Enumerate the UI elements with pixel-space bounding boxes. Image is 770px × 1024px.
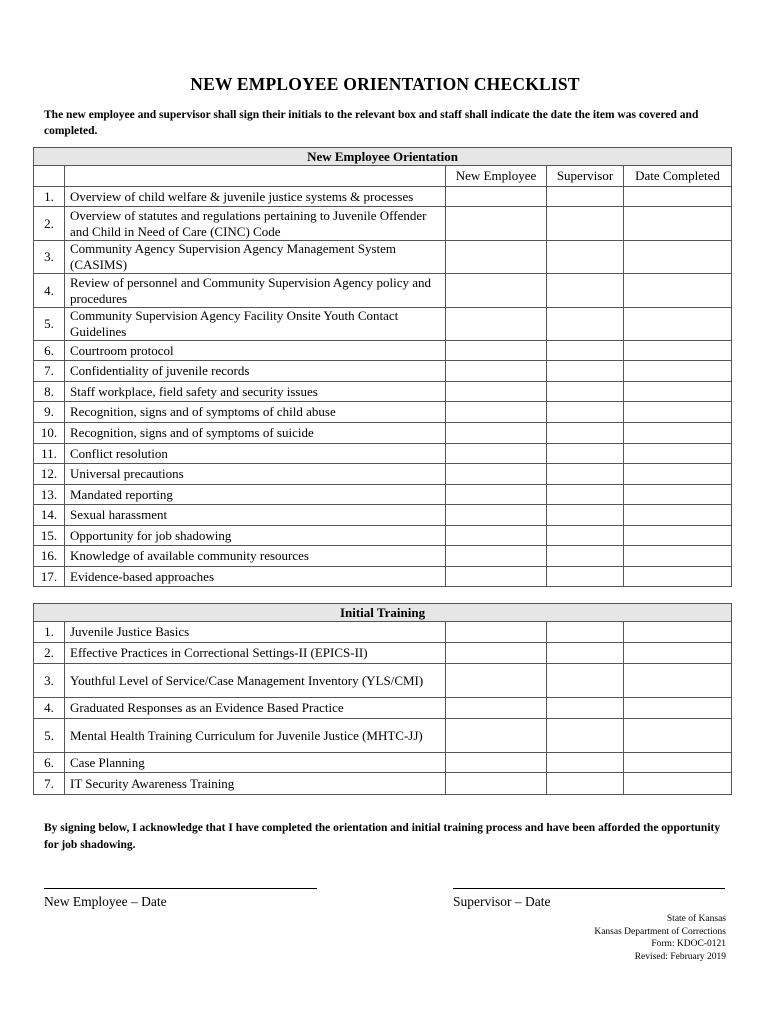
item-number: 13. xyxy=(34,485,65,505)
orientation-row xyxy=(34,382,732,402)
employee-signature-line[interactable] xyxy=(44,888,317,889)
date-completed-box[interactable] xyxy=(624,567,732,587)
item-text: Courtroom protocol xyxy=(65,341,446,361)
training-row xyxy=(34,753,732,773)
date-completed-box[interactable] xyxy=(624,773,732,795)
supervisor-initials-box[interactable] xyxy=(547,382,624,402)
employee-signature-label: New Employee – Date xyxy=(44,894,167,909)
item-text: Case Planning xyxy=(65,753,446,773)
date-completed-box[interactable] xyxy=(624,207,732,241)
new-employee-initials-box[interactable] xyxy=(446,308,547,341)
supervisor-initials-box[interactable] xyxy=(547,187,624,207)
item-number: 1. xyxy=(34,187,65,207)
item-number: 3. xyxy=(34,241,65,274)
item-text: Knowledge of available community resources xyxy=(65,546,446,567)
item-number: 6. xyxy=(34,341,65,361)
item-text: Staff workplace, field safety and security issues xyxy=(65,382,446,402)
date-completed-box[interactable] xyxy=(624,485,732,505)
orientation-row xyxy=(34,546,732,567)
new-employee-initials-box[interactable] xyxy=(446,698,547,719)
training-row xyxy=(34,643,732,664)
item-text: Review of personnel and Community Supervision Agency policy and procedures xyxy=(65,274,446,308)
item-number: 11. xyxy=(34,444,65,464)
item-text: Juvenile Justice Basics xyxy=(65,622,446,643)
orientation-row xyxy=(34,526,732,546)
item-number: 14. xyxy=(34,505,65,526)
item-number: 6. xyxy=(34,753,65,773)
supervisor-initials-box[interactable] xyxy=(547,719,624,753)
item-text: Recognition, signs and of symptoms of child abuse xyxy=(65,402,446,423)
item-number: 16. xyxy=(34,546,65,567)
new-employee-initials-box[interactable] xyxy=(446,526,547,546)
date-completed-box[interactable] xyxy=(624,382,732,402)
supervisor-initials-box[interactable] xyxy=(547,546,624,567)
orientation-row xyxy=(34,187,732,207)
item-text: Conflict resolution xyxy=(65,444,446,464)
item-text: Mandated reporting xyxy=(65,485,446,505)
item-text: Evidence-based approaches xyxy=(65,567,446,587)
date-completed-box[interactable] xyxy=(624,308,732,341)
item-number: 12. xyxy=(34,464,65,485)
supervisor-initials-box[interactable] xyxy=(547,423,624,444)
form-footer xyxy=(594,913,726,963)
supervisor-initials-box[interactable] xyxy=(547,402,624,423)
footer-form-number: Form: KDOC-0121 xyxy=(651,939,726,949)
item-text: IT Security Awareness Training xyxy=(65,773,446,795)
supervisor-initials-box[interactable] xyxy=(547,753,624,773)
item-text: Graduated Responses as an Evidence Based Practice xyxy=(65,698,446,719)
orientation-row xyxy=(34,423,732,444)
new-employee-initials-box[interactable] xyxy=(446,464,547,485)
new-employee-initials-box[interactable] xyxy=(446,241,547,274)
date-completed-box[interactable] xyxy=(624,341,732,361)
supervisor-initials-box[interactable] xyxy=(547,567,624,587)
new-employee-initials-box[interactable] xyxy=(446,341,547,361)
item-text: Recognition, signs and of symptoms of suicide xyxy=(65,423,446,444)
item-number: 2. xyxy=(34,643,65,664)
new-employee-initials-box[interactable] xyxy=(446,361,547,382)
item-number: 17. xyxy=(34,567,65,587)
item-text: Effective Practices in Correctional Settings-II (EPICS-II) xyxy=(65,643,446,664)
item-text: Overview of child welfare & juvenile justice systems & processes xyxy=(65,187,446,207)
orientation-table xyxy=(33,147,732,587)
supervisor-initials-box[interactable] xyxy=(547,341,624,361)
supervisor-initials-box[interactable] xyxy=(547,773,624,795)
supervisor-initials-box[interactable] xyxy=(547,622,624,643)
new-employee-initials-box[interactable] xyxy=(446,274,547,308)
training-row xyxy=(34,773,732,795)
orientation-heading: New Employee Orientation xyxy=(34,148,732,166)
intro-text: The new employee and supervisor shall sign their initials to the relevant box and staff shall indicate the date the item was covered and completed. xyxy=(44,109,699,137)
new-employee-initials-box[interactable] xyxy=(446,207,547,241)
footer-revised: Revised: February 2019 xyxy=(634,951,726,962)
supervisor-initials-box[interactable] xyxy=(547,464,624,485)
training-row xyxy=(34,664,732,698)
new-employee-initials-box[interactable] xyxy=(446,546,547,567)
item-text: Mental Health Training Curriculum for Juvenile Justice (MHTC-JJ) xyxy=(65,719,446,753)
page-title: NEW EMPLOYEE ORIENTATION CHECKLIST xyxy=(190,74,580,94)
date-completed-box[interactable] xyxy=(624,546,732,567)
date-completed-box[interactable] xyxy=(624,719,732,753)
supervisor-initials-box[interactable] xyxy=(547,664,624,698)
footer-state: State of Kansas xyxy=(666,914,726,924)
orientation-row xyxy=(34,241,732,274)
item-text: Universal precautions xyxy=(65,464,446,485)
orientation-row xyxy=(34,567,732,587)
date-completed-box[interactable] xyxy=(624,444,732,464)
date-completed-box[interactable] xyxy=(624,664,732,698)
new-employee-initials-box[interactable] xyxy=(446,773,547,795)
item-number: 3. xyxy=(34,664,65,698)
date-completed-box[interactable] xyxy=(624,274,732,308)
training-heading: Initial Training xyxy=(34,604,732,622)
new-employee-initials-box[interactable] xyxy=(446,753,547,773)
new-employee-initials-box[interactable] xyxy=(446,485,547,505)
item-number: 4. xyxy=(34,274,65,308)
orientation-row xyxy=(34,308,732,341)
item-number: 5. xyxy=(34,719,65,753)
new-employee-initials-box[interactable] xyxy=(446,643,547,664)
column-date-completed: Date Completed xyxy=(624,166,732,187)
training-table xyxy=(33,603,732,795)
training-row xyxy=(34,698,732,719)
item-number: 10. xyxy=(34,423,65,444)
date-completed-box[interactable] xyxy=(624,464,732,485)
new-employee-initials-box[interactable] xyxy=(446,187,547,207)
item-text: Youthful Level of Service/Case Management Inventory (YLS/CMI) xyxy=(65,664,446,698)
item-number: 2. xyxy=(34,207,65,241)
item-number: 8. xyxy=(34,382,65,402)
new-employee-initials-box[interactable] xyxy=(446,382,547,402)
supervisor-initials-box[interactable] xyxy=(547,361,624,382)
supervisor-signature-label: Supervisor – Date xyxy=(453,894,551,909)
training-row xyxy=(34,622,732,643)
item-number: 9. xyxy=(34,402,65,423)
date-completed-box[interactable] xyxy=(624,753,732,773)
date-completed-box[interactable] xyxy=(624,526,732,546)
date-completed-box[interactable] xyxy=(624,643,732,664)
column-new-employee: New Employee xyxy=(446,166,547,187)
date-completed-box[interactable] xyxy=(624,241,732,274)
supervisor-initials-box[interactable] xyxy=(547,643,624,664)
date-completed-box[interactable] xyxy=(624,505,732,526)
new-employee-initials-box[interactable] xyxy=(446,444,547,464)
orientation-row xyxy=(34,402,732,423)
column-supervisor: Supervisor xyxy=(547,166,624,187)
date-completed-box[interactable] xyxy=(624,622,732,643)
supervisor-initials-box[interactable] xyxy=(547,526,624,546)
item-number: 7. xyxy=(34,773,65,795)
date-completed-box[interactable] xyxy=(624,402,732,423)
new-employee-initials-box[interactable] xyxy=(446,505,547,526)
supervisor-initials-box[interactable] xyxy=(547,308,624,341)
new-employee-initials-box[interactable] xyxy=(446,423,547,444)
item-text: Opportunity for job shadowing xyxy=(65,526,446,546)
orientation-row xyxy=(34,361,732,382)
supervisor-initials-box[interactable] xyxy=(547,505,624,526)
orientation-row xyxy=(34,444,732,464)
supervisor-initials-box[interactable] xyxy=(547,698,624,719)
date-completed-box[interactable] xyxy=(624,361,732,382)
orientation-row xyxy=(34,207,732,241)
item-number: 4. xyxy=(34,698,65,719)
new-employee-initials-box[interactable] xyxy=(446,567,547,587)
new-employee-initials-box[interactable] xyxy=(446,622,547,643)
new-employee-initials-box[interactable] xyxy=(446,719,547,753)
new-employee-initials-box[interactable] xyxy=(446,402,547,423)
item-number: 7. xyxy=(34,361,65,382)
item-text: Sexual harassment xyxy=(65,505,446,526)
item-number: 1. xyxy=(34,622,65,643)
supervisor-initials-box[interactable] xyxy=(547,207,624,241)
supervisor-initials-box[interactable] xyxy=(547,241,624,274)
item-text: Confidentiality of juvenile records xyxy=(65,361,446,382)
new-employee-initials-box[interactable] xyxy=(446,664,547,698)
footer-department: Kansas Department of Corrections xyxy=(594,926,726,937)
date-completed-box[interactable] xyxy=(624,187,732,207)
supervisor-initials-box[interactable] xyxy=(547,485,624,505)
supervisor-initials-box[interactable] xyxy=(547,444,624,464)
item-text: Community Supervision Agency Facility Onsite Youth Contact Guidelines xyxy=(65,308,446,341)
orientation-row xyxy=(34,485,732,505)
training-row xyxy=(34,719,732,753)
orientation-row xyxy=(34,464,732,485)
acknowledgement-text: By signing below, I acknowledge that I have completed the orientation and initial training process and have been afforded the opportunity for job shadowing. xyxy=(44,822,721,851)
item-number: 5. xyxy=(34,308,65,341)
item-text: Community Agency Supervision Agency Management System (CASIMS) xyxy=(65,241,446,274)
supervisor-signature-line[interactable] xyxy=(453,888,725,889)
orientation-row xyxy=(34,505,732,526)
date-completed-box[interactable] xyxy=(624,423,732,444)
orientation-row xyxy=(34,341,732,361)
item-text: Overview of statutes and regulations pertaining to Juvenile Offender and Child in Need of Care (CINC) Code xyxy=(65,207,446,241)
supervisor-initials-box[interactable] xyxy=(547,274,624,308)
item-number: 15. xyxy=(34,526,65,546)
orientation-row xyxy=(34,274,732,308)
date-completed-box[interactable] xyxy=(624,698,732,719)
